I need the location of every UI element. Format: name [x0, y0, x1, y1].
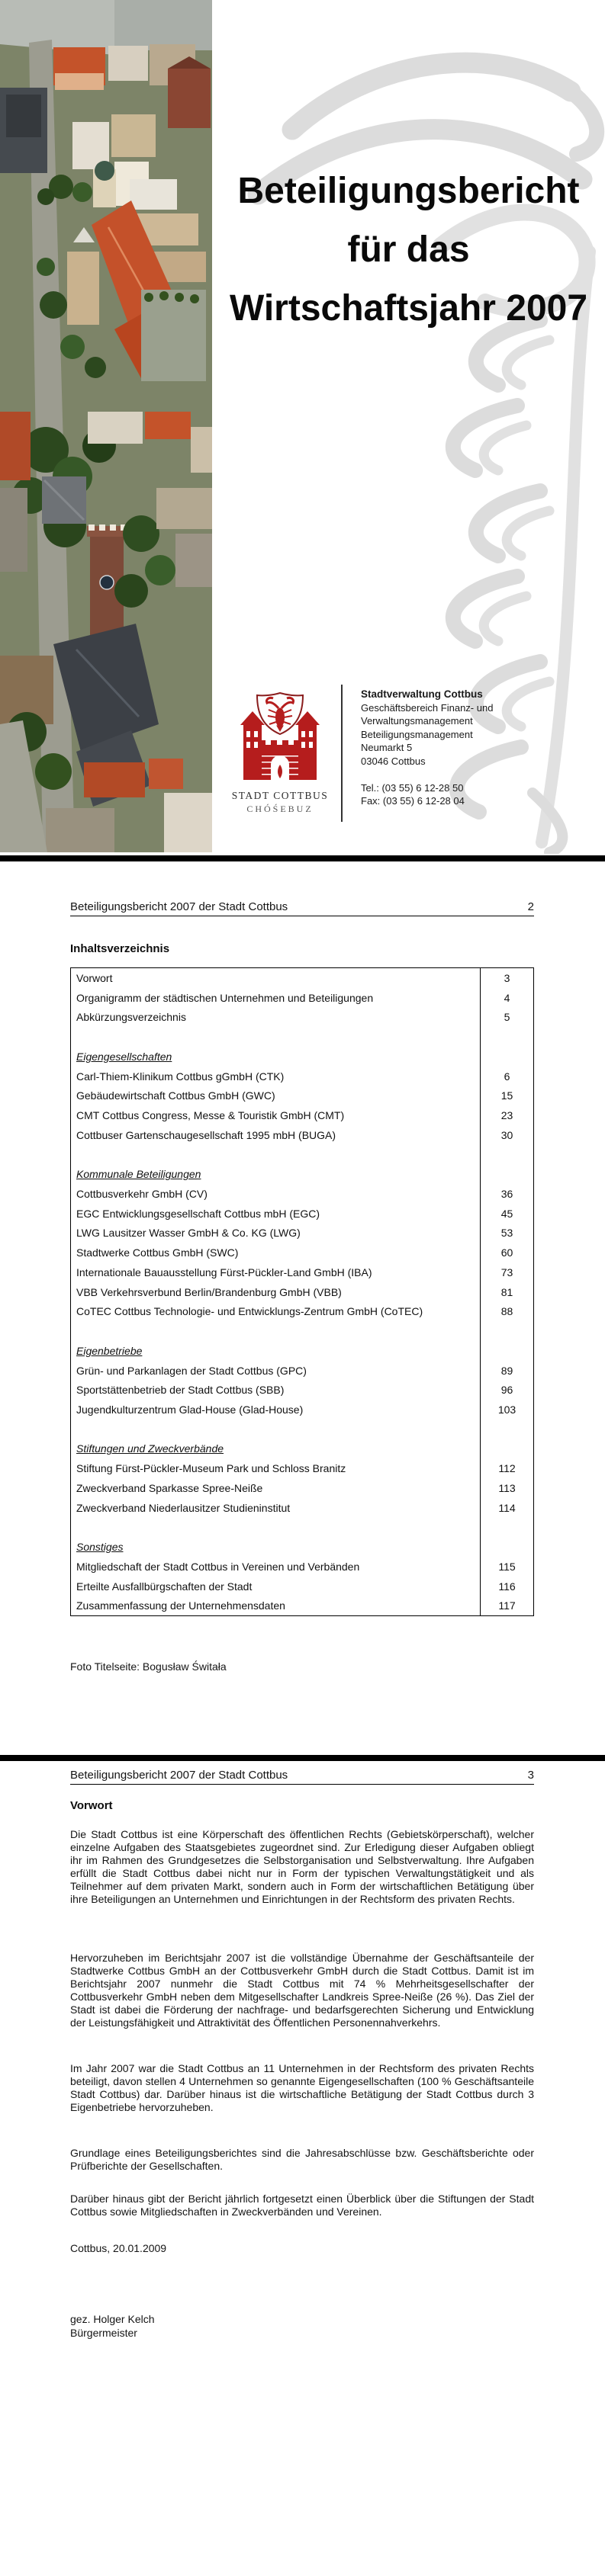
- toc-entry-label: Eigengesellschaften: [76, 1050, 172, 1063]
- toc-row: [71, 1380, 533, 1400]
- toc-entry-page-number: [480, 1164, 533, 1184]
- toc-row: [71, 1341, 533, 1361]
- toc-entry-page-number: 116: [480, 1577, 533, 1596]
- toc-row: [71, 1420, 533, 1439]
- spacer: [361, 768, 582, 781]
- toc-row: [71, 1007, 533, 1027]
- page-separator-bar: [0, 1755, 605, 1761]
- toc-row: [71, 1262, 533, 1282]
- toc-row: [71, 988, 533, 1008]
- toc-row: [71, 1027, 533, 1047]
- toc-entry-page-number: [480, 1518, 533, 1538]
- toc-entry-label: [71, 1027, 480, 1047]
- toc-entry-label: Zweckverband Sparkasse Spree-Neiße: [76, 1481, 263, 1494]
- running-head-title: Beteiligungsbericht 2007 der Stadt Cottbus: [70, 900, 288, 913]
- toc-entry-page-number: 81: [480, 1282, 533, 1302]
- running-head-title: Beteiligungsbericht 2007 der Stadt Cottbus: [70, 1769, 288, 1782]
- toc-entry-label: Stadtwerke Cottbus GmbH (SWC): [76, 1246, 239, 1259]
- toc-row: [71, 1164, 533, 1184]
- toc-row: [71, 1400, 533, 1420]
- toc-row: [71, 1145, 533, 1165]
- signature-block: [70, 2312, 155, 2340]
- toc-entry-label: Internationale Bauausstellung Fürst-Pückler-Land GmbH (IBA): [76, 1266, 372, 1278]
- toc-entry-page-number: 115: [480, 1557, 533, 1577]
- contact-line: Neumarkt 5: [361, 742, 413, 753]
- contact-fax: Fax: (03 55) 6 12-28 04: [361, 795, 465, 807]
- contact-tel: Tel.: (03 55) 6 12-28 50: [361, 781, 464, 794]
- contact-line: Geschäftsbereich Finanz- und: [361, 701, 494, 714]
- toc-row: [71, 1243, 533, 1262]
- crest-city-name-sorbian: CHÓŚEBUZ: [246, 804, 314, 814]
- toc-entry-page-number: 117: [480, 1596, 533, 1616]
- toc-entry-label: Mitgliedschaft der Stadt Cottbus in Vereinen und Verbänden: [76, 1560, 360, 1573]
- toc-entry-page-number: 89: [480, 1361, 533, 1381]
- report-title-line-3: Wirtschaftsjahr 2007: [229, 288, 588, 329]
- toc-entry-page-number: 88: [480, 1301, 533, 1321]
- toc-entry-page-number: 103: [480, 1400, 533, 1420]
- toc-entry-label: Organigramm der städtischen Unternehmen und Beteiligungen: [76, 991, 374, 1004]
- vertical-divider: [341, 685, 343, 822]
- toc-entry-label: Eigenbetriebe: [76, 1344, 143, 1357]
- toc-entry-page-number: [480, 1537, 533, 1557]
- toc-entry-page-number: 114: [480, 1498, 533, 1518]
- toc-entry-label: [71, 1518, 480, 1538]
- toc-entry-page-number: 60: [480, 1243, 533, 1262]
- toc-row: [71, 1105, 533, 1125]
- toc-entry-page-number: 4: [480, 988, 533, 1008]
- contact-line: Beteiligungsmanagement: [361, 728, 473, 740]
- aerial-photo-cottbus: [0, 0, 212, 852]
- toc-entry-label: Zusammenfassung der Unternehmensdaten: [76, 1599, 285, 1612]
- toc-row: [71, 1537, 533, 1557]
- crest-city-name: STADT COTTBUS: [231, 790, 329, 801]
- toc-entry-label: Sportstättenbetrieb der Stadt Cottbus (SBB): [76, 1384, 285, 1397]
- toc-row: [71, 1596, 533, 1616]
- toc-entry-label: Erteilte Ausfallbürgschaften der Stadt: [76, 1580, 253, 1593]
- toc-row: [71, 1518, 533, 1538]
- toc-entry-label: Sonstiges: [76, 1541, 124, 1554]
- toc-row: [71, 1282, 533, 1302]
- contact-info: [361, 688, 582, 808]
- foreword-paragraph: Im Jahr 2007 war die Stadt Cottbus an 11 Unternehmen in der Rechtsform des privaten Rechts beteiligt, davon stellen 4 Unternehmen so genannte Eigengesellschaften (100 % Geschäftsanteile Stadt Cottbus) dar. Darüber hinaus ist die wirtschaftliche Betätigung der Stadt Cottbus durch 3 Eigenbetriebe hervorzuheben.: [70, 2062, 534, 2113]
- toc-entry-page-number: [480, 1439, 533, 1459]
- toc-entry-label: Kommunale Beteiligungen: [76, 1168, 201, 1181]
- contact-line: 03046 Cottbus: [361, 755, 426, 767]
- toc-entry-label: [71, 1420, 480, 1439]
- toc-entry-label: Carl-Thiem-Klinikum Cottbus gGmbH (CTK): [76, 1070, 285, 1083]
- toc-row: [71, 1458, 533, 1478]
- toc-entry-page-number: [480, 1341, 533, 1361]
- report-title: [212, 162, 605, 338]
- toc-entry-page-number: 5: [480, 1007, 533, 1027]
- toc-entry-label: Jugendkulturzentrum Glad-House (Glad-House): [76, 1403, 304, 1416]
- toc-entry-page-number: 23: [480, 1105, 533, 1125]
- toc-entry-page-number: 45: [480, 1204, 533, 1224]
- toc-entry-page-number: 3: [480, 968, 533, 988]
- toc-entry-page-number: 112: [480, 1458, 533, 1478]
- running-head-page-number: 3: [527, 1769, 534, 1782]
- toc-entry-label: CoTEC Cottbus Technologie- und Entwicklungs-Zentrum GmbH (CoTEC): [76, 1305, 423, 1318]
- signature-name: gez. Holger Kelch: [70, 2313, 155, 2325]
- cottbus-coat-of-arms-icon: [237, 690, 323, 788]
- page-separator-bar: [0, 855, 605, 861]
- toc-entry-page-number: 113: [480, 1478, 533, 1498]
- toc-entry-label: [71, 1145, 480, 1165]
- report-title-line-1: Beteiligungsbericht: [237, 171, 580, 211]
- running-head: [70, 1769, 534, 1785]
- toc-entry-label: Gebäudewirtschaft Cottbus GmbH (GWC): [76, 1089, 275, 1102]
- running-head-page-number: 2: [527, 900, 534, 913]
- toc-heading: Inhaltsverzeichnis: [70, 942, 170, 955]
- toc-row: [71, 1557, 533, 1577]
- photo-credit: Foto Titelseite: Bogusław Świtała: [70, 1660, 227, 1673]
- foreword-paragraph: Darüber hinaus gibt der Bericht jährlich fortgesetzt einen Überblick über die Stiftungen der Stadt Cottbus sowie Mitgliedschaften in Zweckverbänden und Vereinen.: [70, 2193, 534, 2218]
- toc-entry-label: CMT Cottbus Congress, Messe & Touristik GmbH (CMT): [76, 1109, 345, 1121]
- contact-address-lines: [361, 701, 582, 768]
- toc-row: [71, 1577, 533, 1596]
- toc-row: [71, 1067, 533, 1086]
- toc-entry-page-number: 36: [480, 1184, 533, 1204]
- toc-entry-label: Stiftung Fürst-Pückler-Museum Park und Schloss Branitz: [76, 1462, 346, 1475]
- toc-entry-label: Grün- und Parkanlagen der Stadt Cottbus (GPC): [76, 1364, 307, 1377]
- contact-org-name: Stadtverwaltung Cottbus: [361, 688, 483, 700]
- toc-entry-page-number: [480, 1321, 533, 1341]
- toc-entry-page-number: [480, 1420, 533, 1439]
- toc-entry-page-number: 73: [480, 1262, 533, 1282]
- report-title-line-2: für das: [347, 229, 470, 270]
- toc-entry-label: EGC Entwicklungsgesellschaft Cottbus mbH (EGC): [76, 1207, 320, 1220]
- toc-entry-label: Cottbusverkehr GmbH (CV): [76, 1187, 208, 1200]
- publisher-block: [231, 685, 588, 823]
- toc-entry-label: Stiftungen und Zweckverbände: [76, 1442, 224, 1455]
- toc-row: [71, 1047, 533, 1067]
- toc-entry-label: Cottbuser Gartenschaugesellschaft 1995 mbH (BUGA): [76, 1128, 336, 1141]
- signature-role: Bürgermeister: [70, 2327, 137, 2339]
- toc-entry-page-number: [480, 1027, 533, 1047]
- toc-row: [71, 968, 533, 988]
- running-head: [70, 900, 534, 916]
- toc-entry-label: VBB Verkehrsverbund Berlin/Brandenburg GmbH (VBB): [76, 1285, 342, 1298]
- toc-entry-label: [71, 1321, 480, 1341]
- toc-entry-page-number: [480, 1047, 533, 1067]
- toc-entry-page-number: [480, 1145, 533, 1165]
- foreword-paragraph: Hervorzuheben im Berichtsjahr 2007 ist die vollständige Übernahme der Geschäftsanteile der Stadtwerke Cottbus GmbH an der Cottbusverkehr GmbH durch die Stadt Cottbus. Damit ist im Berichtsjahr 2007 nunmehr die Stadt Cottbus mit 74 % Mehrheitsgesellschafter der Cottbusverkehr GmbH neben dem Mitgesellschafter Landkreis Spree-Neiße (26 %). Das Ziel der Stadt ist dabei die Förderung der nachfrage- und bedarfsgerechten Sicherung und Entwicklung der Leistungsfähigkeit und Attraktivität des Öffentlichen Personennahverkehrs.: [70, 1952, 534, 2029]
- toc-row: [71, 1439, 533, 1459]
- date-place-line: Cottbus, 20.01.2009: [70, 2242, 167, 2254]
- toc-entry-page-number: 30: [480, 1125, 533, 1145]
- toc-row: [71, 1321, 533, 1341]
- toc-entry-label: Abkürzungsverzeichnis: [76, 1011, 186, 1024]
- foreword-paragraph: Grundlage eines Beteiligungsberichtes sind die Jahresabschlüsse bzw. Geschäftsberichte oder Prüfberichte der Gesellschaften.: [70, 2147, 534, 2172]
- toc-row: [71, 1184, 533, 1204]
- toc-row: [71, 1498, 533, 1518]
- contact-line: Verwaltungsmanagement: [361, 715, 473, 727]
- toc-entry-label: Vorwort: [76, 971, 113, 984]
- toc-row: [71, 1204, 533, 1224]
- toc-entry-label: Zweckverband Niederlausitzer Studieninstitut: [76, 1501, 291, 1514]
- toc-entry-page-number: 53: [480, 1224, 533, 1243]
- toc-entry-page-number: 6: [480, 1067, 533, 1086]
- toc-row: [71, 1224, 533, 1243]
- toc-row: [71, 1478, 533, 1498]
- toc-entry-page-number: 96: [480, 1380, 533, 1400]
- toc-entry-page-number: 15: [480, 1086, 533, 1105]
- toc-row: [71, 1125, 533, 1145]
- toc-row: [71, 1301, 533, 1321]
- toc-row: [71, 1086, 533, 1105]
- toc-row: [71, 1361, 533, 1381]
- toc-table: [70, 967, 534, 1616]
- toc-entry-label: LWG Lausitzer Wasser GmbH & Co. KG (LWG): [76, 1227, 301, 1240]
- foreword-paragraph: Die Stadt Cottbus ist eine Körperschaft des öffentlichen Rechts (Gebietskörperschaft), welcher einzelne Aufgaben des Staatsgebietes zugeordnet sind. Zur Erledigung dieser Aufgaben obliegt ihr im Rahmen des Grundgesetzes die Selbstorganisation und Selbstverwaltung. Ihre Aufgaben erfüllt die Stadt Cottbus dabei nicht nur in Form der typischen Verwaltungstätigkeit und als Teilnehmer auf dem privaten Markt, sondern auch in Form der wirtschaftlichen Betätigung über ihre Beteiligungen an Unternehmen und Einrichtungen in der Rechtsform des privaten Rechts.: [70, 1828, 534, 1905]
- foreword-heading: Vorwort: [70, 1799, 113, 1812]
